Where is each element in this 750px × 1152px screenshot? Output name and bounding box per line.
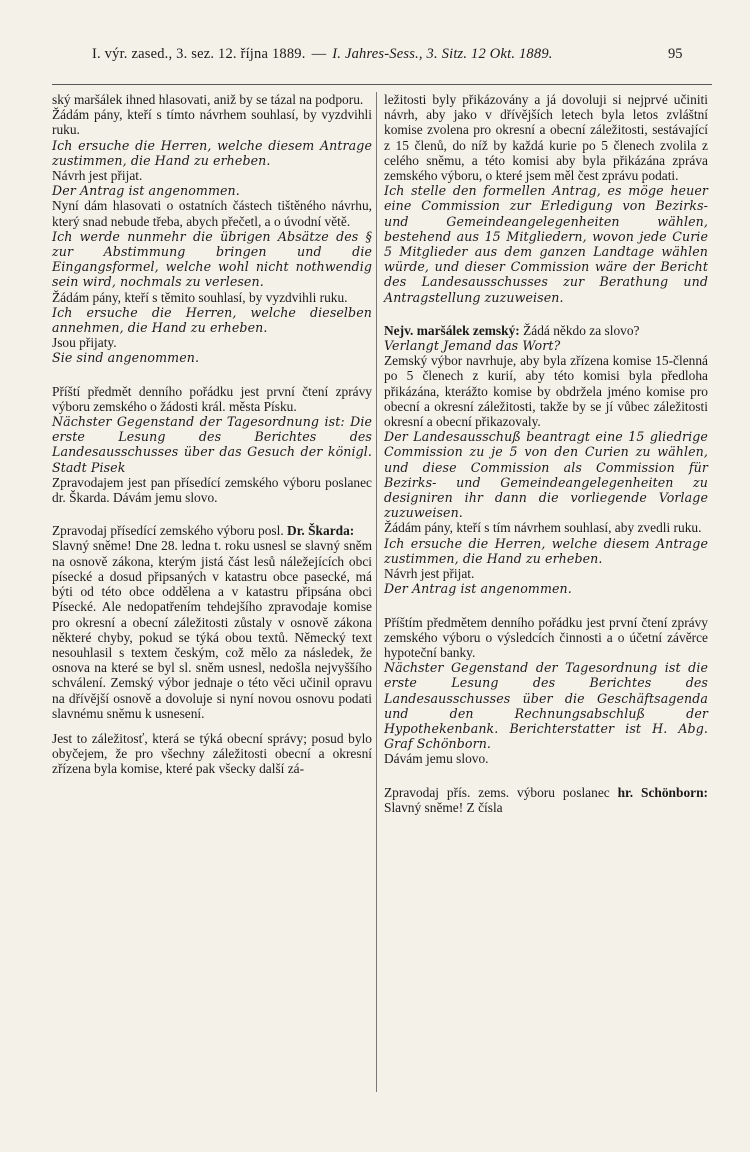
czech-paragraph: Zpravodaj přís. zems. výboru poslanec hr. Schönborn: Slavný sněme! Z čísla <box>384 784 708 815</box>
german-paragraph: Nächster Gegenstand der Tagesordnung ist die erste Lesung des Berichtes des Landesausschusses über die Geschäftsagenda und den Rechnungsabschluß der Hypothekenbank. Berichterstatter ist H. Abg. Graf Schönborn. <box>384 660 708 752</box>
german-paragraph: Der Antrag ist angenommen. <box>384 581 572 597</box>
header-german: I. Jahres-Sess., 3. Sitz. 12 Okt. 1889. <box>332 46 553 62</box>
speaker-name: Nejv. maršálek zemský: <box>384 322 520 338</box>
german-paragraph: Der Landesausschuß beantragt eine 15 gliedrige Commission zu je 5 von den Curien zu wählen, und diese Commission als Commission für Bezirks- und Gemeindeangelegenheiten zu designiren ihr dann die vorliegende Vorlage zuzuweisen. <box>384 429 708 521</box>
german-paragraph: Verlangt Jemand das Wort? <box>384 338 561 354</box>
czech-paragraph: Nyní dám hlasovati o ostatních částech tištěného návrhu, který snad nebude třeba, abych přečetl, a o úvodní větě. <box>52 198 372 229</box>
czech-paragraph: Příští předmět denního pořádku jest první čtení zprávy výboru zemského o žádosti král. města Písku. <box>52 383 372 414</box>
german-paragraph: Nächster Gegenstand der Tagesordnung ist: Die erste Lesung des Berichtes des Landesausschusses über das Gesuch der königl. Stadt Pisek <box>52 414 372 475</box>
czech-paragraph: ský maršálek ihned hlasovati, aniž by se tázal na podporu. <box>52 92 364 107</box>
czech-paragraph: Jest to záležitosť, která se týká obecní správy; posud bylo obyčejem, že pro všechny záležitosti obecní a okresní zřízena byla komise, které pak všecky další zá- <box>52 730 372 777</box>
header-dash: — <box>311 46 327 62</box>
czech-paragraph: Žádám pány, kteří s těmito souhlasí, by vyzdvihli ruku. <box>52 289 348 305</box>
czech-paragraph: Zpravodaj přísedící zemského výboru posl. Dr. Škarda: <box>52 523 355 539</box>
right-column <box>384 92 708 815</box>
german-paragraph: Ich werde nunmehr die übrigen Absätze des § zur Abstimmung bringen und die Eingangsformel, welche wohl nicht nothwendig sein wird, nochmals zu verlesen. <box>52 228 372 290</box>
german-paragraph: Sie sind angenommen. <box>52 350 200 366</box>
czech-paragraph: Zpravodajem jest pan přísedící zemského výboru poslanec dr. Škarda. Dávám jemu slovo. <box>52 474 372 506</box>
speaker-name: hr. Schönborn: <box>617 784 708 800</box>
czech-paragraph: Návrh jest přijat. <box>384 566 475 582</box>
czech-paragraph: Žádám pány, kteří s tím návrhem souhlasí, aby zvedli ruku. <box>384 520 702 536</box>
czech-paragraph: Příštím předmětem denního pořádku jest první čtení zprávy zemského výboru o výsledcích činnosti a o účetní závěrce hypoteční banky. <box>384 614 708 660</box>
german-paragraph: Ich ersuche die Herren, welche dieselben annehmen, die Hand zu erheben. <box>52 304 372 336</box>
czech-paragraph: Zemský výbor navrhuje, aby byla zřízena komise 15-členná po 5 členech z kurií, aby této komisi byla předloha přikázána, kterážto komise by obdržela jméno komise pro obecní a okresní záležitosti, takže by se jí vůbec záležitosti okresní a obecní přikazovaly. <box>384 353 708 430</box>
czech-paragraph: Žádám pány, kteří s tímto návrhem souhlasí, by vyzdvihli ruku. <box>52 107 372 138</box>
czech-paragraph: Návrh jest přijat. <box>52 168 143 184</box>
czech-paragraph: Dávám jemu slovo. <box>384 751 489 767</box>
czech-paragraph: Slavný sněme! Dne 28. ledna t. roku usnesl se slavný sněm na osnově zákona, kterým jistá část lesů náležejících obci písecké a dosud připsaných v katastru obce pasecké, má býti od této obce oddělena a v katastru připsána obci Písecké. Ale nedopatřením tehdejšího zpravodaje komise pro okresní a obecní záležitosti zůstaly v osnově zákona některé chyby, pokud se týká obou textů. Německý text nesouhlasil s textem českým, což mělo za následek, že osnova na které se byl sl. sněm usnesl, nedošla nejvyššího schválení. Zemský výbor jednaje o této věci učinil opravu na dřívější osnově a dovoluje si nyní novou osnovu podati slavnému sněmu k usnesení. <box>52 538 372 721</box>
czech-paragraph: Nejv. maršálek zemský: Žádá někdo za slovo? <box>384 322 640 338</box>
header-czech: I. výr. zased., 3. sez. 12. října 1889. <box>92 46 306 62</box>
german-paragraph: Ich ersuche die Herren, welche diesem Antrage zustimmen, die Hand zu erheben. <box>384 535 708 566</box>
czech-paragraph: ležitosti byly přikázovány a já dovoluji si nejprvé učiniti návrh, aby jako v dřívějších letech byla letos zvláštní komise zvolena pro okresní a obecní záležitosti, sestávající z 15 členů, do níž by každá kurie po 5 členech zvolila z celého sněmu, a této komisi aby byla přikázána zpráva zemského výboru, o které jsem měl čest zprávu podati. <box>384 92 708 184</box>
left-column <box>52 92 372 777</box>
czech-paragraph: Jsou přijaty. <box>52 335 117 351</box>
page-number: 95 <box>668 46 683 62</box>
german-paragraph: Ich stelle den formellen Antrag, es möge heuer eine Commission zur Erledigung von Bezirks- und Gemeindeangelegenheiten wählen, bestehend aus 15 Mitgliedern, wovon jede Curie 5 Mitglieder aus dem ganzen Landtage wählen würde, und dieser Commission wäre der Bericht des Landesausschusses zur Berathung und Antragstellung zuzuweisen. <box>384 183 708 305</box>
speaker-name: Dr. Škarda: <box>287 523 355 539</box>
german-paragraph: Ich ersuche die Herren, welche diesem Antrage zustimmen, die Hand zu erheben. <box>52 137 372 168</box>
column-divider <box>376 92 377 1092</box>
header-rule <box>52 84 712 85</box>
german-paragraph: Der Antrag ist angenommen. <box>52 183 240 199</box>
running-header <box>92 46 704 63</box>
